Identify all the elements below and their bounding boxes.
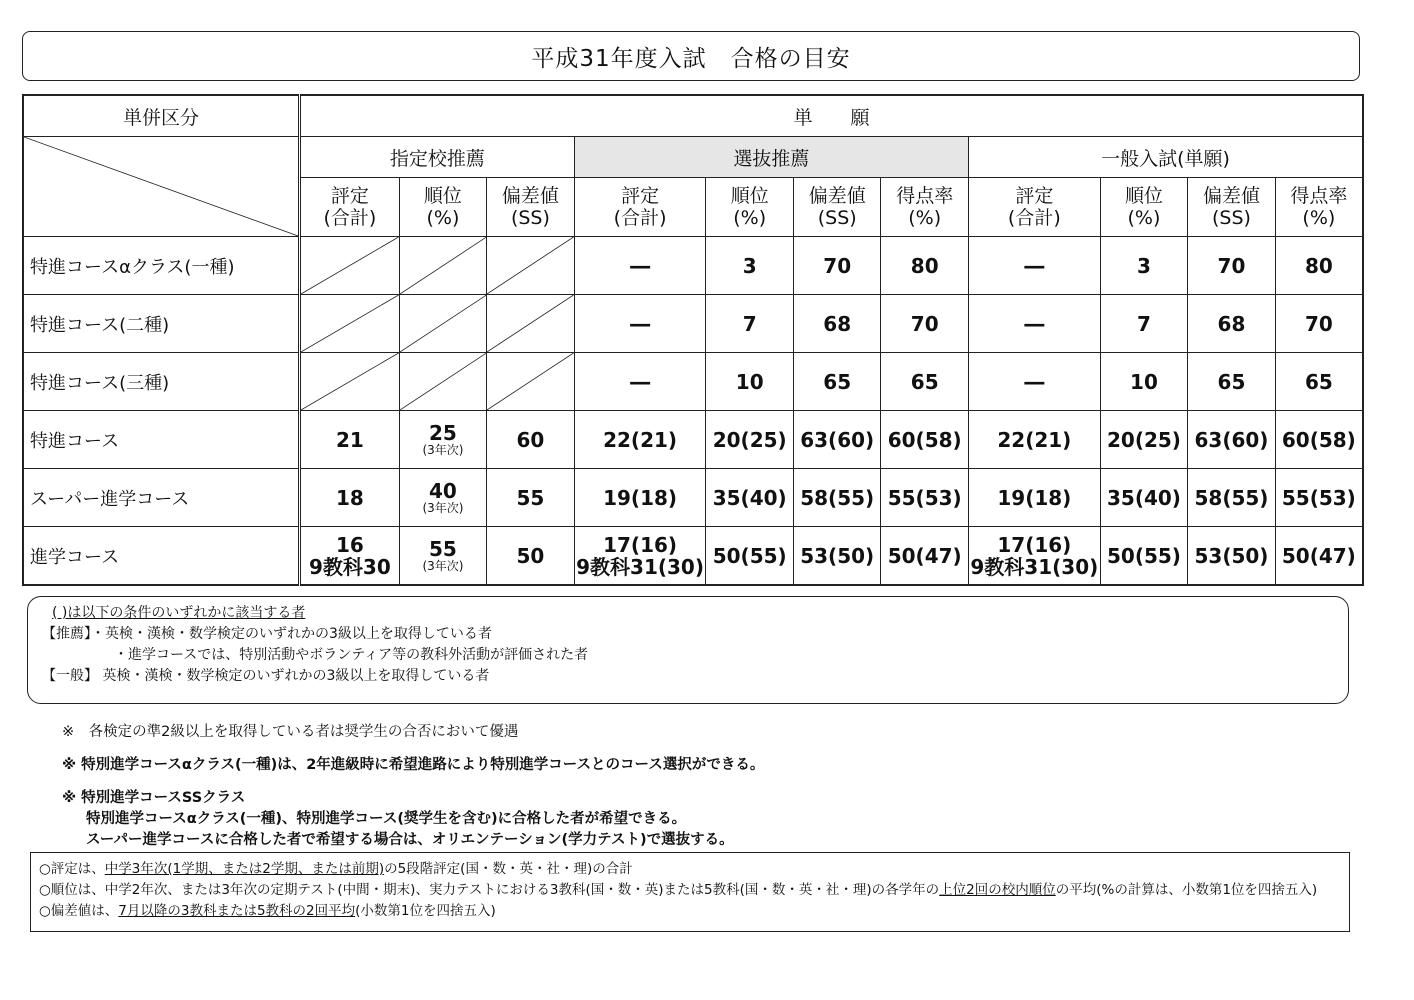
cell-ippan-juni: 50(55) bbox=[1100, 527, 1188, 586]
row-label: スーパー進学コース bbox=[23, 469, 300, 527]
cell-senbatsu-hyotei: ― bbox=[574, 353, 706, 411]
note-line: 【推薦】・英検・漢検・数学検定のいずれかの3級以上を取得している者 bbox=[42, 626, 492, 642]
sub-header-hensachi: 偏差値 (SS) bbox=[487, 178, 575, 237]
cell-senbatsu-hyotei: ― bbox=[574, 295, 706, 353]
cell-senbatsu-hensachi: 53(50) bbox=[793, 527, 881, 586]
row-label: 進学コース bbox=[23, 527, 300, 586]
cell-ippan-tokuten: 65 bbox=[1275, 353, 1363, 411]
row-label: 特進コース bbox=[23, 411, 300, 469]
group-ippan: 一般入試(単願) bbox=[968, 137, 1363, 178]
cell-shitei-hensachi: 60 bbox=[487, 411, 575, 469]
not-applicable-cell bbox=[487, 237, 575, 295]
not-applicable-cell bbox=[399, 237, 487, 295]
cell-senbatsu-hyotei: 19(18) bbox=[574, 469, 706, 527]
table-row bbox=[23, 295, 1363, 353]
cell-shitei-juni: 55 (3年次) bbox=[399, 527, 487, 586]
definition-hyotei: ○評定は、中学3年次(1学期、または2学期、または前期)の5段階評定(国・数・英・社・理)の合計 bbox=[39, 861, 633, 877]
sub-header-juni: 順位 (%) bbox=[399, 178, 487, 237]
cell-shitei-hensachi: 55 bbox=[487, 469, 575, 527]
cell-ippan-hensachi: 58(55) bbox=[1188, 469, 1276, 527]
top-header: 単 願 bbox=[300, 95, 1363, 137]
cell-senbatsu-hyotei: ― bbox=[574, 237, 706, 295]
cell-ippan-tokuten: 60(58) bbox=[1275, 411, 1363, 469]
cell-senbatsu-tokuten: 65 bbox=[881, 353, 969, 411]
sub-header-hensachi: 偏差値 (SS) bbox=[793, 178, 881, 237]
remark-line: ※ 特別進学コースαクラス(一種)は、2年進級時に希望進路により特別進学コースとのコース選択ができる。 bbox=[62, 757, 765, 773]
group-senbatsu: 選抜推薦 bbox=[574, 137, 968, 178]
cell-senbatsu-tokuten: 70 bbox=[881, 295, 969, 353]
sub-header-hyotei: 評定 (合計) bbox=[968, 178, 1100, 237]
page-title: 平成31年度入試 合格の目安 bbox=[22, 31, 1360, 81]
sub-header-hyotei: 評定 (合計) bbox=[300, 178, 400, 237]
cell-senbatsu-hensachi: 63(60) bbox=[793, 411, 881, 469]
not-applicable-cell bbox=[300, 353, 400, 411]
note-line: 【一般】 英検・漢検・数学検定のいずれかの3級以上を取得している者 bbox=[42, 668, 490, 684]
cell-senbatsu-hyotei: 17(16) 9教科31(30) bbox=[574, 527, 706, 586]
table-row bbox=[23, 527, 1363, 586]
cell-ippan-hyotei: 19(18) bbox=[968, 469, 1100, 527]
definition-hensachi: ○偏差値は、7月以降の3教科または5教科の2回平均(小数第1位を四捨五入) bbox=[39, 903, 496, 919]
cell-senbatsu-juni: 3 bbox=[706, 237, 794, 295]
cell-ippan-juni: 3 bbox=[1100, 237, 1188, 295]
cell-ippan-hyotei: 17(16) 9教科31(30) bbox=[968, 527, 1100, 586]
remark-line: ※ 各検定の準2級以上を取得している者は奨学生の合否において優遇 bbox=[62, 724, 519, 740]
row-label: 特進コースαクラス(一種) bbox=[23, 237, 300, 295]
cell-senbatsu-juni: 10 bbox=[706, 353, 794, 411]
cell-ippan-tokuten: 80 bbox=[1275, 237, 1363, 295]
cell-ippan-hyotei: ― bbox=[968, 237, 1100, 295]
table-row bbox=[23, 353, 1363, 411]
remark-line: 特別進学コースαクラス(一種)、特別進学コース(奨学生を含む)に合格した者が希望できる。 bbox=[86, 811, 687, 827]
cell-senbatsu-juni: 7 bbox=[706, 295, 794, 353]
cell-ippan-tokuten: 50(47) bbox=[1275, 527, 1363, 586]
not-applicable-cell bbox=[399, 353, 487, 411]
cell-shitei-juni: 25 (3年次) bbox=[399, 411, 487, 469]
table-row bbox=[23, 469, 1363, 527]
sub-header-juni: 順位 (%) bbox=[1100, 178, 1188, 237]
cell-ippan-juni: 20(25) bbox=[1100, 411, 1188, 469]
cell-shitei-juni: 40 (3年次) bbox=[399, 469, 487, 527]
cell-shitei-hyotei: 16 9教科30 bbox=[300, 527, 400, 586]
remarks bbox=[62, 722, 764, 851]
cell-ippan-juni: 10 bbox=[1100, 353, 1188, 411]
cell-ippan-hensachi: 53(50) bbox=[1188, 527, 1276, 586]
cell-ippan-juni: 7 bbox=[1100, 295, 1188, 353]
remark-line: ※ 特別進学コースSSクラス bbox=[62, 790, 246, 806]
cell-shitei-hensachi: 50 bbox=[487, 527, 575, 586]
corner-diagonal bbox=[23, 137, 300, 237]
cell-senbatsu-hensachi: 68 bbox=[793, 295, 881, 353]
cell-ippan-hyotei: ― bbox=[968, 295, 1100, 353]
cell-senbatsu-juni: 20(25) bbox=[706, 411, 794, 469]
cell-ippan-hensachi: 70 bbox=[1188, 237, 1276, 295]
cell-ippan-hyotei: ― bbox=[968, 353, 1100, 411]
not-applicable-cell bbox=[300, 295, 400, 353]
cell-senbatsu-tokuten: 50(47) bbox=[881, 527, 969, 586]
cell-senbatsu-juni: 50(55) bbox=[706, 527, 794, 586]
cell-senbatsu-juni: 35(40) bbox=[706, 469, 794, 527]
note-line: ・進学コースでは、特別活動やボランティア等の教科外活動が評価された者 bbox=[114, 647, 589, 663]
admission-criteria-table bbox=[22, 94, 1364, 586]
sub-header-tokuten: 得点率 (%) bbox=[881, 178, 969, 237]
cell-senbatsu-hensachi: 58(55) bbox=[793, 469, 881, 527]
cell-shitei-hyotei: 21 bbox=[300, 411, 400, 469]
cell-ippan-hensachi: 65 bbox=[1188, 353, 1276, 411]
cell-senbatsu-tokuten: 60(58) bbox=[881, 411, 969, 469]
group-shitei: 指定校推薦 bbox=[300, 137, 575, 178]
row-label: 特進コース(三種) bbox=[23, 353, 300, 411]
remark-line: スーパー進学コースに合格した者で希望する場合は、オリエンテーション(学力テスト)で選抜する。 bbox=[86, 832, 734, 848]
cell-shitei-hyotei: 18 bbox=[300, 469, 400, 527]
not-applicable-cell bbox=[300, 237, 400, 295]
not-applicable-cell bbox=[399, 295, 487, 353]
cell-senbatsu-hensachi: 70 bbox=[793, 237, 881, 295]
cell-ippan-tokuten: 70 bbox=[1275, 295, 1363, 353]
sub-header-hyotei: 評定 (合計) bbox=[574, 178, 706, 237]
criteria-definitions bbox=[30, 852, 1350, 932]
cell-senbatsu-hensachi: 65 bbox=[793, 353, 881, 411]
cell-senbatsu-hyotei: 22(21) bbox=[574, 411, 706, 469]
sub-header-juni: 順位 (%) bbox=[706, 178, 794, 237]
cell-ippan-hyotei: 22(21) bbox=[968, 411, 1100, 469]
cell-ippan-juni: 35(40) bbox=[1100, 469, 1188, 527]
not-applicable-cell bbox=[487, 295, 575, 353]
cell-ippan-tokuten: 55(53) bbox=[1275, 469, 1363, 527]
cell-senbatsu-tokuten: 55(53) bbox=[881, 469, 969, 527]
definition-juni: ○順位は、中学2年次、または3年次の定期テスト(中間・期末)、実力テストにおける3教科(国・数・英)または5教科(国・数・英・社・理)の各学年の上位2回の校内順位の平均(%の計算は、小数第1位を四捨五入) bbox=[39, 882, 1318, 898]
conditions-note bbox=[27, 596, 1349, 704]
cell-ippan-hensachi: 68 bbox=[1188, 295, 1276, 353]
sub-header-hensachi: 偏差値 (SS) bbox=[1188, 178, 1276, 237]
cell-ippan-hensachi: 63(60) bbox=[1188, 411, 1276, 469]
table-row bbox=[23, 237, 1363, 295]
cell-senbatsu-tokuten: 80 bbox=[881, 237, 969, 295]
table-row bbox=[23, 411, 1363, 469]
note-line: ( )は以下の条件のいずれかに該当する者 bbox=[52, 605, 306, 621]
row-label: 特進コース(二種) bbox=[23, 295, 300, 353]
corner-label: 単併区分 bbox=[23, 95, 300, 137]
not-applicable-cell bbox=[487, 353, 575, 411]
sub-header-tokuten: 得点率 (%) bbox=[1275, 178, 1363, 237]
